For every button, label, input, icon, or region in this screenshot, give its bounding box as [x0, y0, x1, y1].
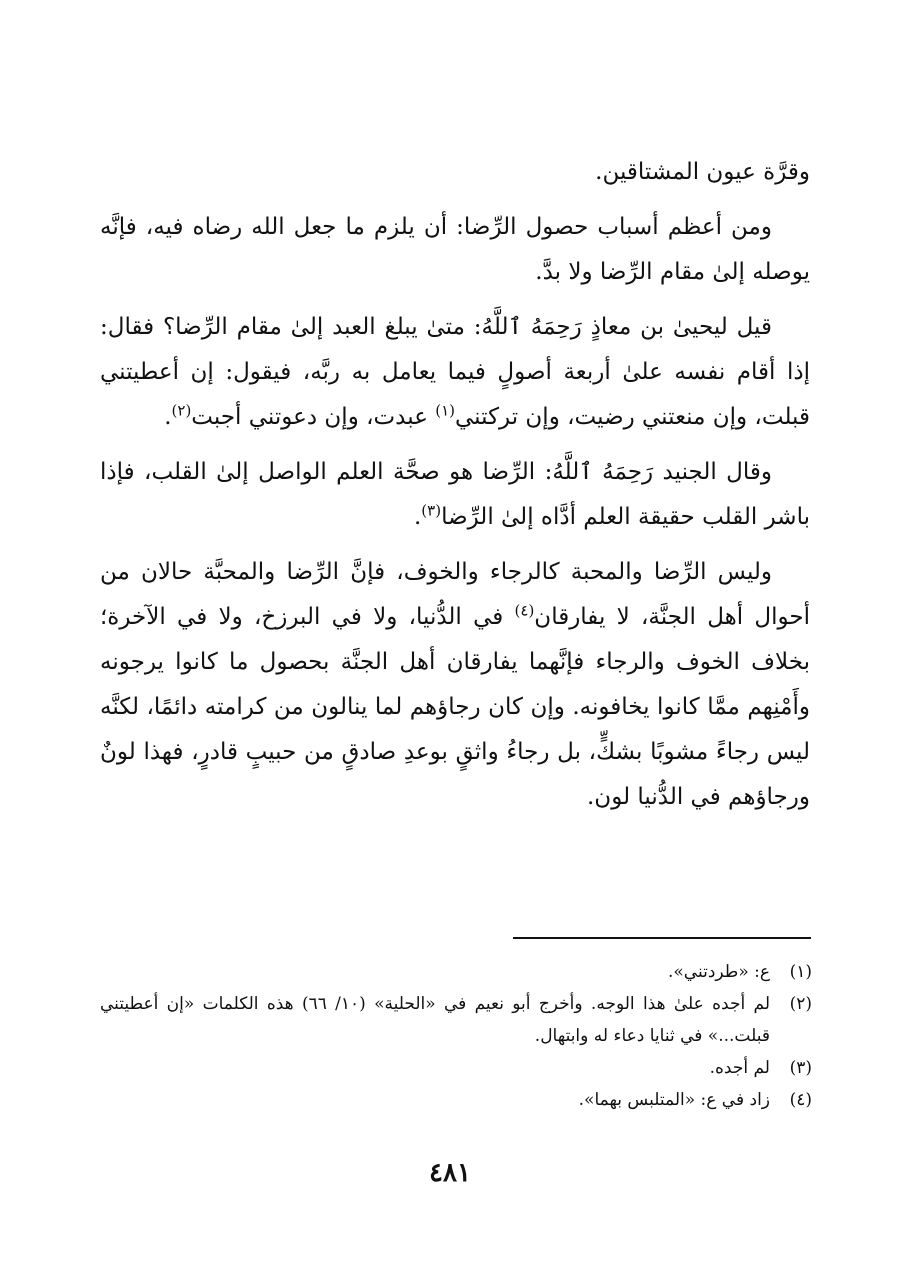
footnote-1-number: (١) [789, 962, 812, 982]
footnote-3-number: (٣) [789, 1058, 812, 1078]
paragraph-1: وقرَّة عيون المشتاقين. [595, 159, 810, 185]
footnote-4 [100, 1084, 812, 1116]
footnotes [100, 956, 812, 1116]
paragraph-3-part-c: . [164, 404, 172, 430]
paragraph-4-part-b: . [413, 504, 422, 530]
footnote-2-number: (٢) [789, 994, 812, 1014]
footnote-4-text: زاد في ع: «المتلبس بهما». [578, 1090, 770, 1110]
footnote-ref-4[interactable]: (٤) [514, 601, 535, 620]
footnote-3 [100, 1052, 812, 1084]
footnote-ref-2[interactable]: (٢) [171, 401, 192, 420]
paragraph-4 [100, 450, 810, 540]
footnote-4-number: (٤) [789, 1090, 812, 1110]
paragraph-3 [100, 305, 810, 440]
footnote-1 [100, 956, 812, 988]
paragraph-3-part-b: عبدت، وإن دعوتني أجبت [191, 404, 436, 430]
page-number: ٤٨١ [429, 1158, 471, 1188]
paragraph-4-part-a: وقال الجنيد رَحِمَهُ ٱللَّهُ: الرِّضا هو صحَّة العلم الواصل إلىٰ القلب، فإذا باشر القلب حقيقة العلم أدَّاه إلىٰ الرِّضا [100, 459, 810, 530]
main-text [100, 150, 810, 830]
footnote-divider [513, 937, 811, 939]
footnote-2 [100, 988, 812, 1052]
paragraph-2: ومن أعظم أسباب حصول الرِّضا: أن يلزم ما جعل الله رضاه فيه، فإنَّه يوصله إلىٰ مقام الرِّضا ولا بدَّ. [100, 214, 810, 285]
footnote-3-text: لم أجده. [709, 1058, 770, 1078]
paragraph-5-part-b: في الدُّنيا، ولا في البرزخ، ولا في الآخرة؛ بخلاف الخوف والرجاء فإنَّهما يفارقان أهل الجنَّة بحصول ما كانوا يرجونه وأَمْنِهم ممَّا كانوا يخافونه. وإن كان رجاؤهم لما ينالون من كرامته دائمًا، لكنَّه ليس رجاءً مشوبًا بشكٍّ، بل رجاءُ واثقٍ بوعدِ صادقٍ من حبيبٍ قادرٍ، فهذا لونٌ ورجاؤهم في الدُّنيا لون. [100, 604, 810, 810]
footnote-1-text: ع: «طردتني». [668, 962, 770, 982]
footnote-ref-1[interactable]: (١) [435, 401, 456, 420]
paragraph-5 [100, 550, 810, 820]
paragraph-3-part-a: قيل ليحيىٰ بن معاذٍ رَحِمَهُ ٱللَّهُ: متىٰ يبلغ العبد إلىٰ مقام الرِّضا؟ فقال: إذا أقام نفسه علىٰ أربعة أصولٍ فيما يعامل به ربَّه، فيقول: إن أعطيتني قبلت، وإن منعتني رضيت، وإن تركتني [100, 314, 810, 430]
footnote-2-text: لم أجده علىٰ هذا الوجه. وأخرج أبو نعيم في «الحلية» (١٠/ ٦٦) هذه الكلمات «إن أعطيتني قبلت...» في ثنايا دعاء له وابتهال. [100, 994, 770, 1046]
paragraph-5-part-a: وليس الرِّضا والمحبة كالرجاء والخوف، فإنَّ الرِّضا والمحبَّة حالان من أحوال أهل الجنَّة، لا يفارقان [100, 559, 810, 630]
footnote-ref-3[interactable]: (٣) [421, 501, 442, 520]
